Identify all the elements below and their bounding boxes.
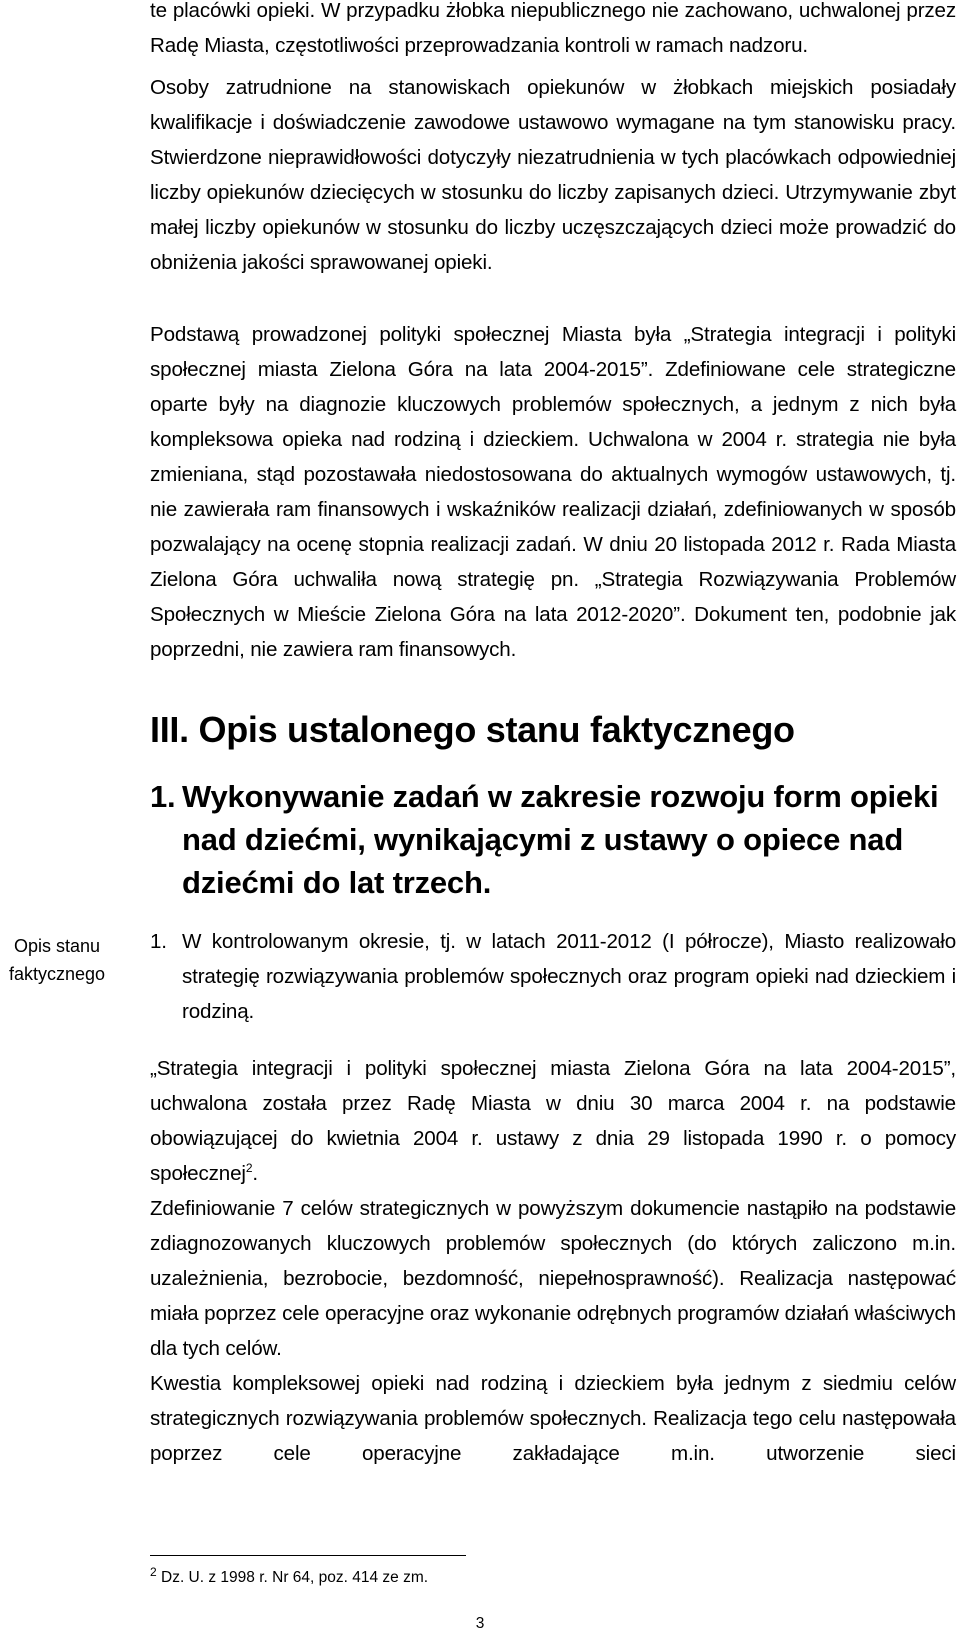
paragraph-text bbox=[150, 1051, 956, 1191]
paragraph-text: Podstawą prowadzonej polityki społecznej Miasta była „Strategia integracji i polityki społecznej miasta Zielona Góra na lata 2004-2015”. Zdefiniowane cele strategiczne oparte były na diagnozie kluczowych problemów społecznych, a jednym z nich była kompleksowa opieka nad rodziną i dzieckiem. Uchwalona w 2004 r. strategia nie była zmieniana, stąd pozostawała niedostosowana do aktualnych wymogów ustawowych, tj. nie zawierała ram finansowych i wskaźników realizacji działań, zdefiniowanych w sposób pozwalający na ocenę stopnia realizacji zadań. W dniu 20 listopada 2012 r. Rada Miasta Zielona Góra uchwaliła nową strategię pn. „Strategia Rozwiązywania Problemów Społecznych w Mieście Zielona Góra na lata 2012-2020”. Dokument ten, podobnie jak poprzedni, nie zawiera ram finansowych. bbox=[150, 323, 956, 661]
body-item-1 bbox=[150, 924, 956, 1029]
paragraph-text: Osoby zatrudnione na stanowiskach opiekunów w żłobkach miejskich posiadały kwalifikacje i doświadczenie zawodowe ustawowo wymagane na tym stanowisku pracy. Stwierdzone nieprawidłowości dotyczyły niezatrudnienia w tych placówkach odpowiedniej liczby opiekunów dziecięcych w stosunku do liczby zapisanych dzieci. Utrzymywanie zbyt małej liczby opiekunów w stosunku do liczby uczęszczających dzieci może prowadzić do obniżenia jakości sprawowanej opieki. bbox=[150, 76, 956, 274]
page-number: 3 bbox=[475, 1615, 485, 1632]
subsection-heading bbox=[150, 775, 956, 904]
footnote-reference[interactable]: 2 bbox=[245, 1161, 253, 1176]
section-heading: III. Opis ustalonego stanu faktycznego bbox=[150, 709, 795, 750]
numbered-item bbox=[150, 924, 956, 1029]
paragraph-text: Zdefiniowanie 7 celów strategicznych w powyższym dokumencie nastąpiło na podstawie zdiagnozowanych kluczowych problemów społecznych (do których zaliczono m.in. uzależnienia, bezrobocie, bezdomność, niepełnosprawność). Realizacja następować miała poprzez cele operacyjne oraz wykonanie odrębnych programów działań właściwych dla tych celów. bbox=[150, 1197, 956, 1360]
footnote bbox=[150, 1564, 429, 1589]
strategy-text-end: . bbox=[252, 1162, 258, 1185]
margin-note-line-2: faktycznego bbox=[8, 964, 106, 984]
item-text: W kontrolowanym okresie, tj. w latach 2011-2012 (I półrocze), Miasto realizowało strategię rozwiązywania problemów społecznych oraz program opieki nad dzieckiem i rodziną. bbox=[182, 930, 956, 1023]
subsection-title: Wykonywanie zadań w zakresie rozwoju form opieki nad dziećmi, wynikającymi z ustawy o opiece nad dziećmi do lat trzech. bbox=[182, 779, 939, 900]
margin-note-line-1: Opis stanu bbox=[13, 936, 101, 956]
body-paragraph-strategy bbox=[150, 1051, 956, 1191]
body-paragraph-goals bbox=[150, 1191, 956, 1366]
intro-paragraph-1 bbox=[150, 0, 956, 63]
footnote-number: 2 bbox=[150, 1564, 157, 1579]
paragraph-text: te placówki opieki. W przypadku żłobka niepublicznego nie zachowano, uchwalonej przez Radę Miasta, częstotliwości przeprowadzania kontroli w ramach nadzoru. bbox=[150, 0, 956, 57]
body-paragraph-family bbox=[150, 1366, 956, 1471]
paragraph-text: Kwestia kompleksowej opieki nad rodziną i dzieckiem była jednym z siedmiu celów strategicznych rozwiązywania problemów społecznych. Realizacja tego celu następowała poprzez cele operacyjne zakładające m.in. utworzenie sieci bbox=[150, 1372, 956, 1465]
footnote-text: Dz. U. z 1998 r. Nr 64, poz. 414 ze zm. bbox=[156, 1569, 429, 1586]
item-number: 1. bbox=[150, 930, 167, 953]
strategy-text: „Strategia integracji i polityki społecznej miasta Zielona Góra na lata 2004-2015”, uchwalona została przez Radę Miasta w dniu 30 marca 2004 r. na podstawie obowiązującej do kwietnia 2004 r. ustawy z dnia 29 listopada 1990 r. o pomocy społecznej bbox=[150, 1057, 956, 1185]
margin-note bbox=[0, 932, 114, 988]
footnote-divider bbox=[150, 1555, 466, 1556]
intro-paragraph-2 bbox=[150, 70, 956, 280]
subsection-number: 1. bbox=[150, 779, 176, 814]
intro-paragraph-3 bbox=[150, 317, 956, 667]
